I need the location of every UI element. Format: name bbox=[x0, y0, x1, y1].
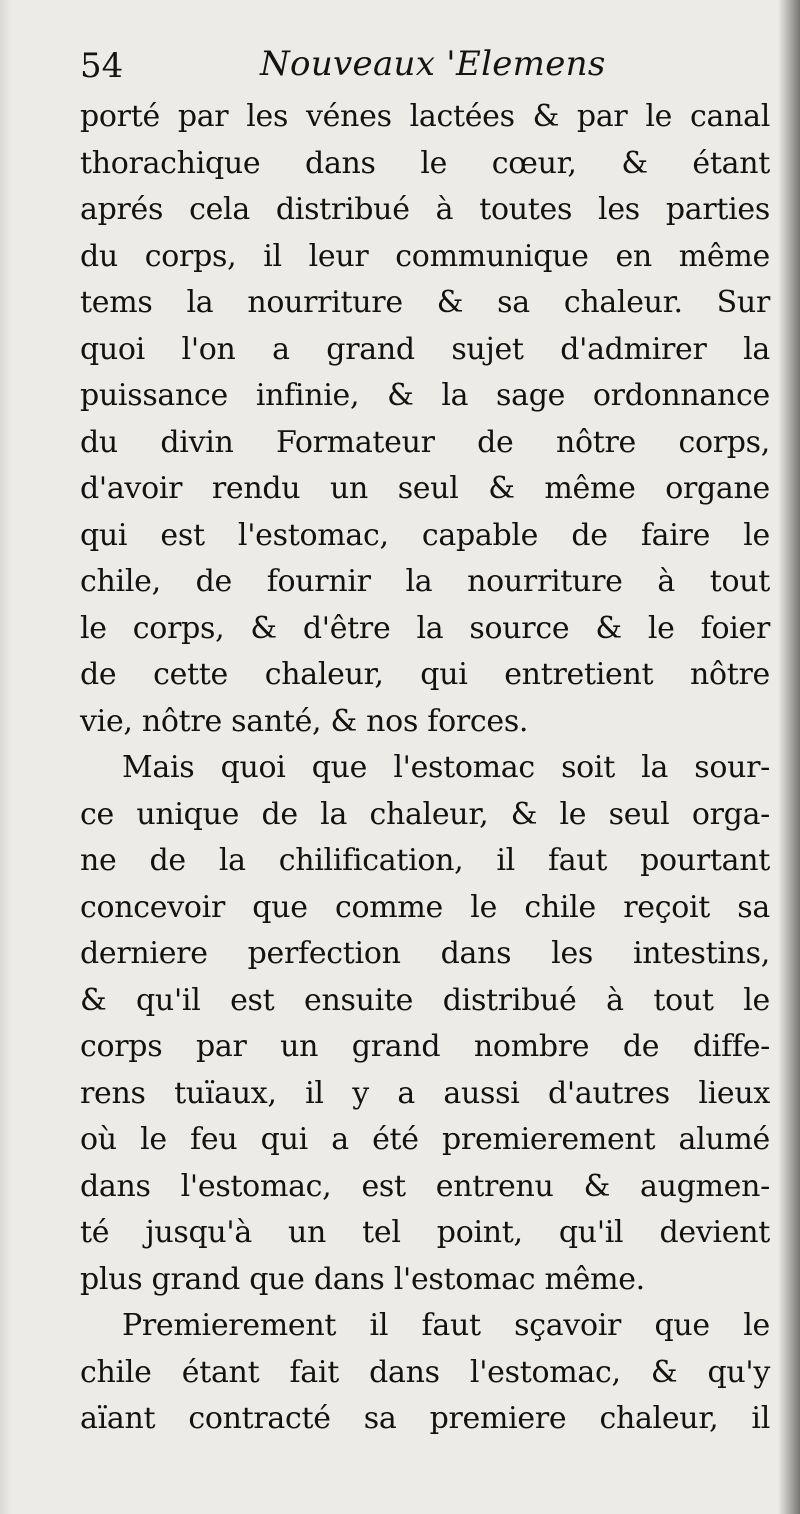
paragraph bbox=[80, 1303, 770, 1443]
text-line: d'avoir rendu un seul & même organe bbox=[80, 471, 770, 506]
text-line: & qu'il est ensuite distribué à tout le bbox=[80, 982, 770, 1018]
text-line: derniere perfection dans les intestins, bbox=[80, 936, 770, 971]
text-line: chile étant fait dans l'estomac, & qu'y bbox=[80, 1354, 770, 1390]
paragraph bbox=[80, 745, 770, 1303]
text-line: rens tuïaux, il y a aussi d'autres lieux bbox=[80, 1075, 770, 1111]
text-line: té jusqu'à un tel point, qu'il devient bbox=[80, 1215, 770, 1250]
text-line: qui est l'estomac, capable de faire le bbox=[80, 517, 770, 553]
paragraph bbox=[80, 94, 770, 745]
text-line: thorachique dans le cœur, & étant bbox=[80, 145, 770, 181]
text-line: aprés cela distribué à toutes les parties bbox=[80, 192, 770, 227]
text-line: tems la nourriture & sa chaleur. Sur bbox=[80, 285, 770, 320]
text-line: ne de la chilification, il faut pourtant bbox=[80, 843, 770, 878]
text-line: Mais quoi que l'estomac soit la sour- bbox=[122, 750, 770, 785]
page-edge-shadow bbox=[0, 0, 12, 1514]
text-line: du corps, il leur communique en même bbox=[80, 238, 770, 274]
text-line: quoi l'on a grand sujet d'admirer la bbox=[80, 331, 770, 367]
text-line: chile, de fournir la nourriture à tout bbox=[80, 564, 770, 599]
text-line: porté par les vénes lactées & par le canal bbox=[80, 99, 770, 134]
text-line: puissance infinie, & la sage ordonnance bbox=[80, 378, 770, 413]
text-line: Premierement il faut sçavoir que le bbox=[122, 1308, 770, 1343]
text-line: du divin Formateur de nôtre corps, bbox=[80, 424, 770, 460]
text-line: concevoir que comme le chile reçoit sa bbox=[80, 889, 770, 925]
text-line: ce unique de la chaleur, & le seul orga- bbox=[80, 796, 770, 832]
page-header bbox=[80, 40, 760, 84]
text-line: vie, nôtre santé, & nos forces. bbox=[80, 703, 529, 739]
binding-shadow bbox=[778, 0, 800, 1514]
text-line: où le feu qui a été premierement alumé bbox=[80, 1122, 770, 1157]
text-line: plus grand que dans l'estomac même. bbox=[80, 1261, 645, 1297]
text-line: le corps, & d'être la source & le foier bbox=[80, 610, 770, 646]
text-line: dans l'estomac, est entrenu & augmen- bbox=[80, 1168, 770, 1204]
text-line: corps par un grand nombre de diffe- bbox=[80, 1029, 770, 1064]
text-line: aïant contracté sa premiere chaleur, il bbox=[80, 1401, 770, 1436]
running-head: Nouveaux 'Elemens bbox=[260, 44, 606, 84]
page-number: 54 bbox=[80, 46, 124, 86]
text-line: de cette chaleur, qui entretient nôtre bbox=[80, 657, 770, 692]
body-text bbox=[80, 94, 770, 1443]
